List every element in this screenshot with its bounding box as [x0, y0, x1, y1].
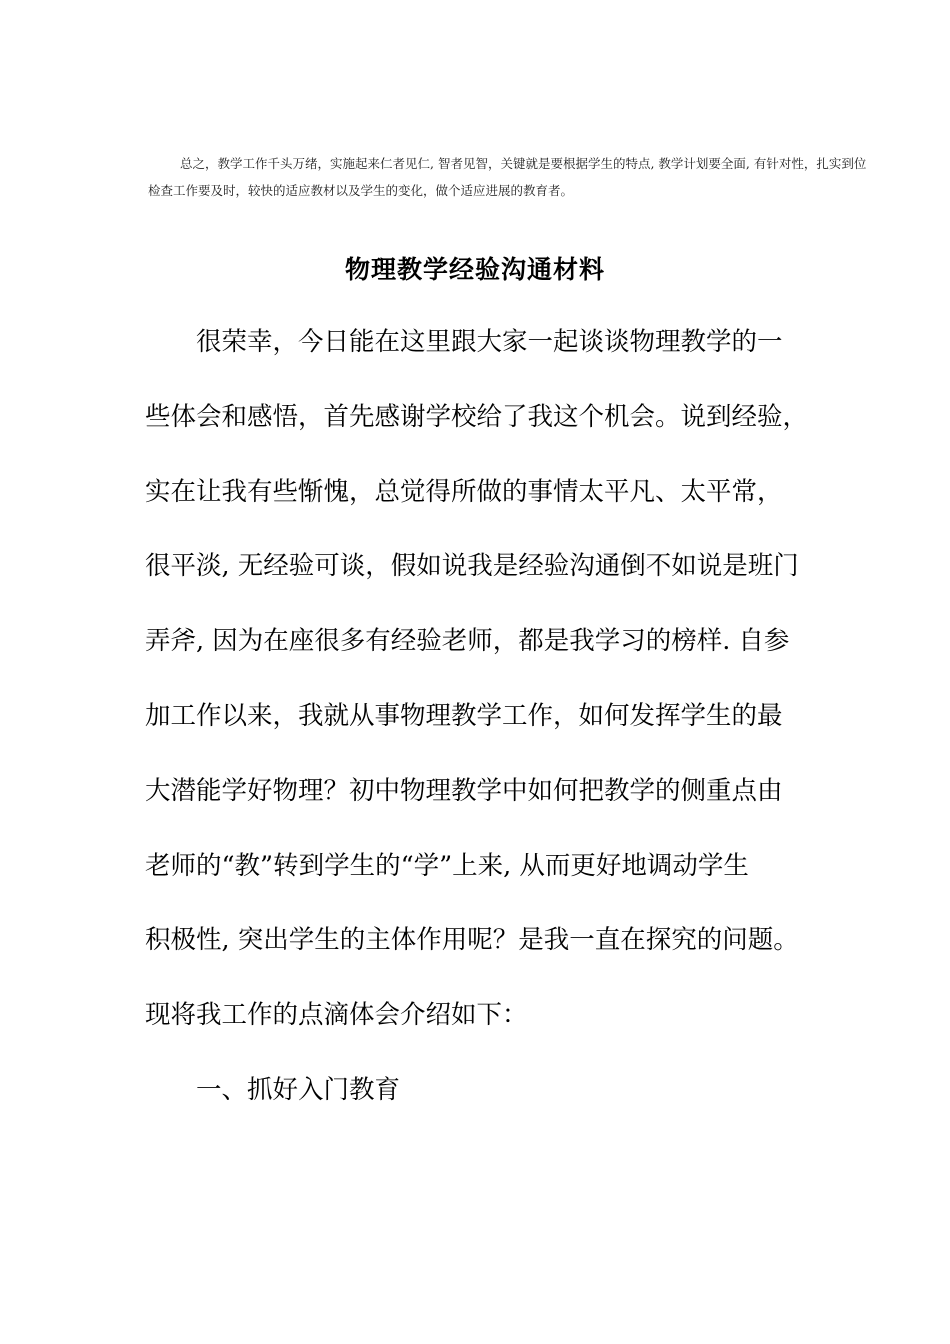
- body-line: 些体会和感悟，首先感谢学校给了我这个机会。说到经验，: [145, 401, 809, 432]
- body-line: 很平淡, 无经验可谈，假如说我是经验沟通倒不如说是班门: [145, 551, 799, 582]
- body-line: 现将我工作的点滴体会介绍如下：: [145, 1000, 528, 1031]
- body-text: [145, 322, 835, 1145]
- body-line: 大潜能学好物理？初中物理教学中如何把教学的侧重点由: [145, 775, 783, 806]
- section-heading: 一、抓好入门教育: [196, 1074, 401, 1105]
- closing-paragraph-line-1: 总之，教学工作千头万绪，实施起来仁者见仁, 智者见智，关键就是要根据学生的特点, 教学计划要全面, 有针对性，扎实到位: [180, 156, 867, 171]
- body-line: 加工作以来，我就从事物理教学工作，如何发挥学生的最: [145, 700, 783, 731]
- body-line: 弄斧, 因为在座很多有经验老师，都是我学习的榜样. 自参: [145, 626, 790, 657]
- body-line: 实在让我有些惭愧，总觉得所做的事情太平凡、太平常，: [145, 476, 783, 507]
- document-title: 物理教学经验沟通材料: [344, 255, 605, 284]
- closing-paragraph: [148, 150, 950, 204]
- closing-paragraph-line-2: 检查工作要及时，较快的适应教材以及学生的变化，做个适应进展的教育者。: [148, 183, 574, 198]
- body-line: 积极性, 突出学生的主体作用呢？是我一直在探究的问题。: [145, 925, 799, 956]
- body-line: 老师的“教”转到学生的“学”上来, 从而更好地调动学生: [145, 850, 749, 881]
- body-line: 很荣幸，今日能在这里跟大家一起谈谈物理教学的一: [196, 327, 783, 357]
